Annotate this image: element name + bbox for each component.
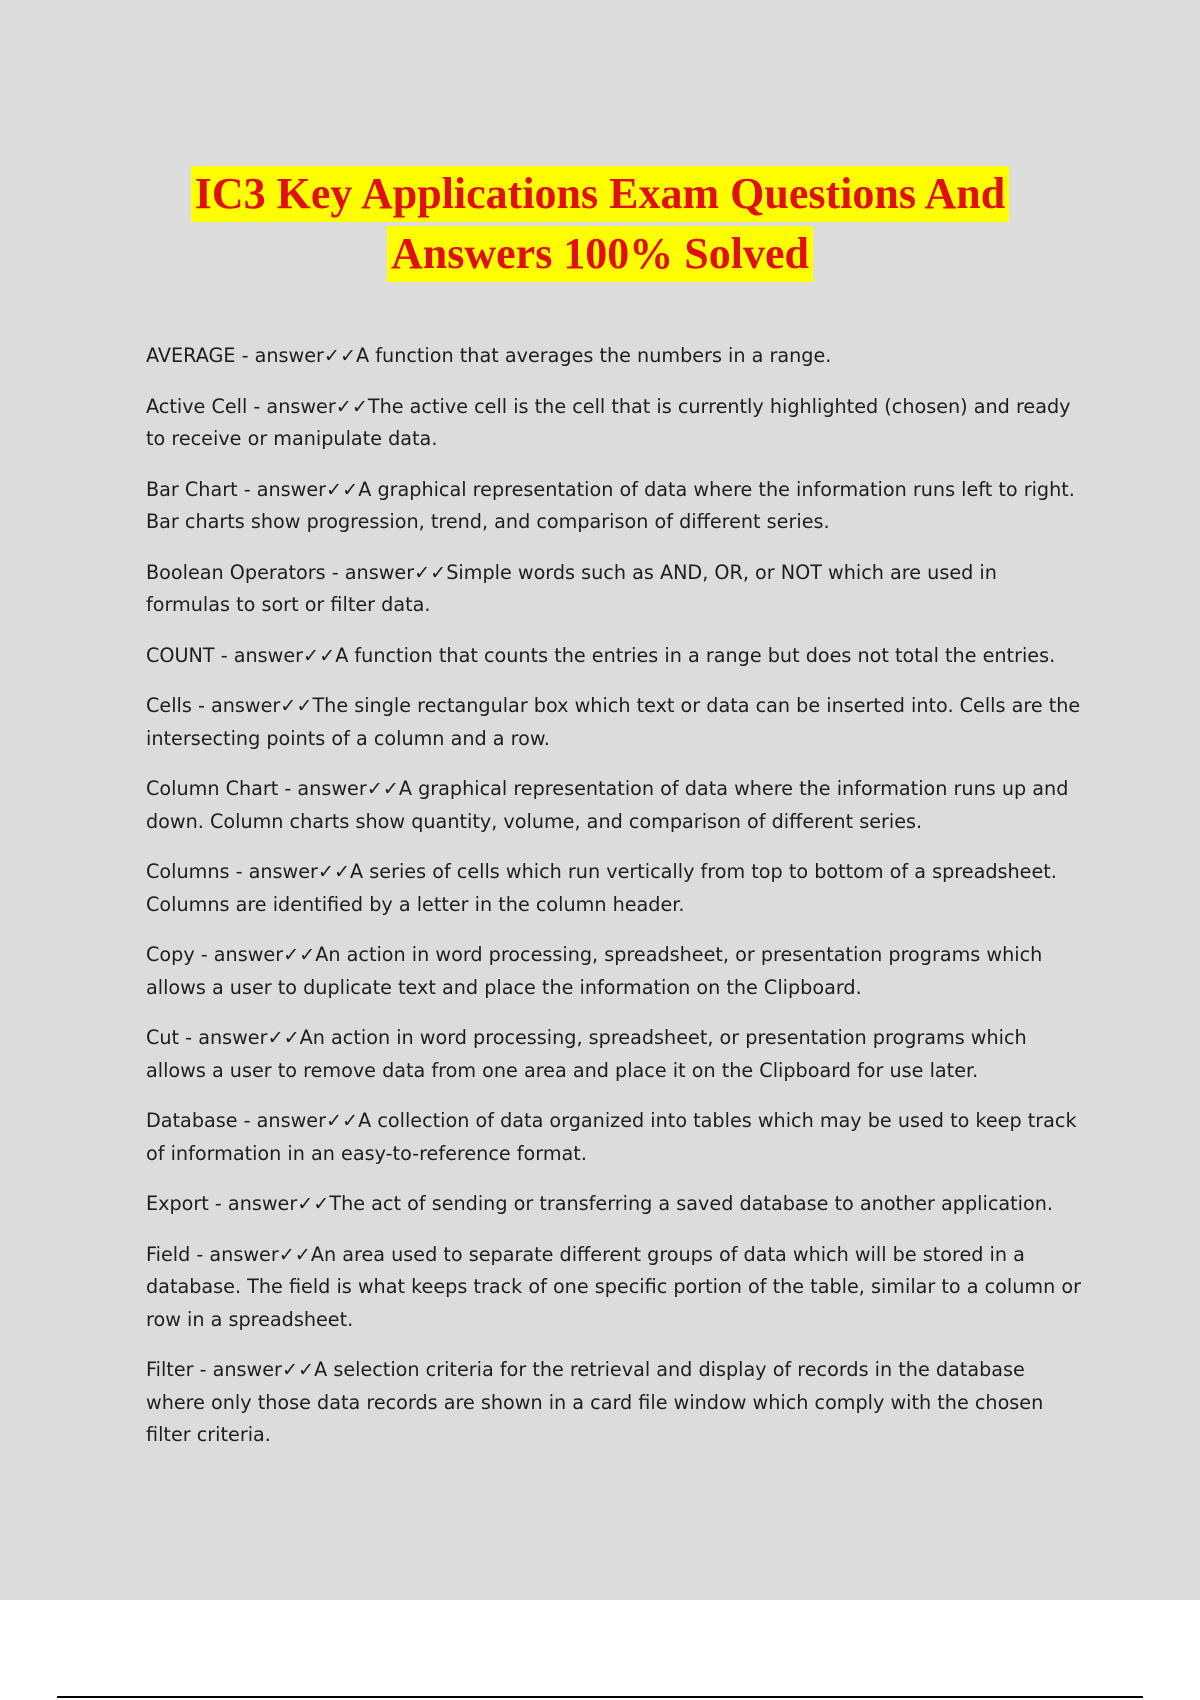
qa-item-database: Database - answer✓✓A collection of data organized into tables which may be used to keep track of information in an easy-to-reference format. (146, 1109, 1077, 1165)
qa-item-cells: Cells - answer✓✓The single rectangular box which text or data can be inserted into. Cells are the intersecting points of a column and a row. (146, 694, 1081, 750)
qa-item-columns: Columns - answer✓✓A series of cells which run vertically from top to bottom of a spreadsheet. Columns are identified by a letter in the column header. (146, 860, 1057, 916)
qa-list (146, 340, 1086, 1470)
qa-item-cut: Cut - answer✓✓An action in word processing, spreadsheet, or presentation programs which allows a user to remove data from one area and place it on the Clipboard for use later. (146, 1026, 1027, 1082)
qa-item-export: Export - answer✓✓The act of sending or transferring a saved database to another application. (146, 1192, 1053, 1215)
title-line-2: Answers 100% Solved (387, 226, 813, 282)
qa-item-filter: Filter - answer✓✓A selection criteria for the retrieval and display of records in the database where only those data records are shown in a card file window which comply with the chosen filter criteria. (146, 1358, 1044, 1446)
qa-item-field: Field - answer✓✓An area used to separate different groups of data which will be stored in a database. The field is what keeps track of one specific portion of the table, similar to a column or row in a spreadsheet. (146, 1242, 1081, 1331)
qa-item-count: COUNT - answer✓✓A function that counts the entries in a range but does not total the entries. (146, 643, 1056, 667)
qa-item-column-chart: Column Chart - answer✓✓A graphical representation of data where the information runs up and down. Column charts show quantity, volume, and comparison of different series. (146, 777, 1069, 833)
qa-item-copy: Copy - answer✓✓An action in word processing, spreadsheet, or presentation programs which allows a user to duplicate text and place the information on the Clipboard. (146, 943, 1043, 999)
page-title (0, 166, 1200, 286)
title-line-1: IC3 Key Applications Exam Questions And (191, 166, 1010, 222)
qa-item-active-cell: Active Cell - answer✓✓The active cell is the cell that is currently highlighted (chosen) and ready to receive or manipulate data. (146, 394, 1071, 450)
footer-divider (57, 1696, 1143, 1698)
qa-item-average: AVERAGE - answer✓✓A function that averages the numbers in a range. (146, 344, 832, 367)
qa-item-bar-chart: Bar Chart - answer✓✓A graphical representation of data where the information runs left to right. Bar charts show progression, trend, and comparison of different series. (146, 477, 1075, 533)
qa-item-boolean-operators: Boolean Operators - answer✓✓Simple words such as AND, OR, or NOT which are used in formulas to sort or filter data. (146, 560, 997, 616)
